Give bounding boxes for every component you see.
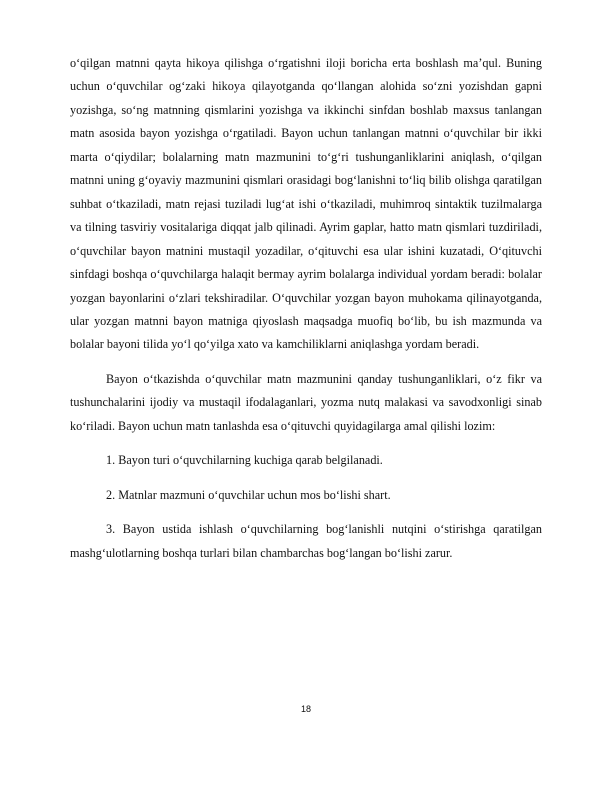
list-item-2: 2. Matnlar mazmuni o‘quvchilar uchun mos bo‘lishi shart. (106, 487, 391, 502)
page-number: 18 (300, 704, 311, 714)
body-text (70, 52, 542, 565)
paragraph-1: o‘qilgan matnni qayta hikoya qilishga o‘rgatishni iloji boricha erta boshlash ma’qul. Buning uchun o‘quvchilar og‘zaki hikoya qilayotganda qo‘llangan alohida so‘zni yozishdan gapni yozishga, so‘ng matnning qismlarini yozishga va ikkinchi sinfdan boshlab maxsus tanlangan matn asosida bayon yozishga o‘rgatiladi. Bayon uchun tanlangan matnni o‘quvchilar bir ikki marta o‘qiydilar; bolalarning matn mazmunini to‘g‘ri tushunganliklarini aniqlash, o‘qilgan matnni uning g‘oyaviy mazmunini qismlari orasidagi bog‘lanishni to‘liq bilib olishga qaratilgan suhbat o‘tkaziladi, matn rejasi tuziladi lug‘at ishi o‘tkaziladi, muhimroq sintaktik tuzilmalarga va tilning tasviriy vositalariga diqqat jalb qilinadi. Ayrim gaplar, hatto matn qismlari tuzdiriladi, o‘quvchilar bayon matnini mustaqil yozadilar, o‘qituvchi esa ular ishini kuzatadi, O‘qituvchi sinfdagi boshqa o‘quvchilarga halaqit bermay ayrim bolalarga individual yordam beradi: bolalar yozgan bayonlarini o‘zlari tekshiradilar. O‘quvchilar yozgan bayon muhokama qilinayotganda, ular yozgan matnni bayon matniga qiyoslash maqsadga muofiq bo‘lib, bu ish mazmunda va bolalar bayoni tilida yo‘l qo‘yilga xato va kamchiliklarni aniqlashga yordam beradi. (70, 56, 542, 352)
list-item-1: 1. Bayon turi o‘quvchilarning kuchiga qarab belgilanadi. (106, 453, 383, 468)
list-item-3: 3. Bayon ustida ishlash o‘quvchilarning bog‘lanishli nutqini o‘stirishga qaratilgan mashg‘ulotlarning boshqa turlari bilan chambarchas bog‘langan bo‘lishi zarur. (70, 522, 542, 560)
paragraph-2: Bayon o‘tkazishda o‘quvchilar matn mazmunini qanday tushunganliklari, o‘z fikr va tushunchalarini ijodiy va mustaqil ifodalaganlari, yozma nutq malakasi va savodxonligi sinab ko‘riladi. Bayon uchun matn tanlashda esa o‘qituvchi quyidagilarga amal qilishi lozim: (70, 371, 542, 433)
